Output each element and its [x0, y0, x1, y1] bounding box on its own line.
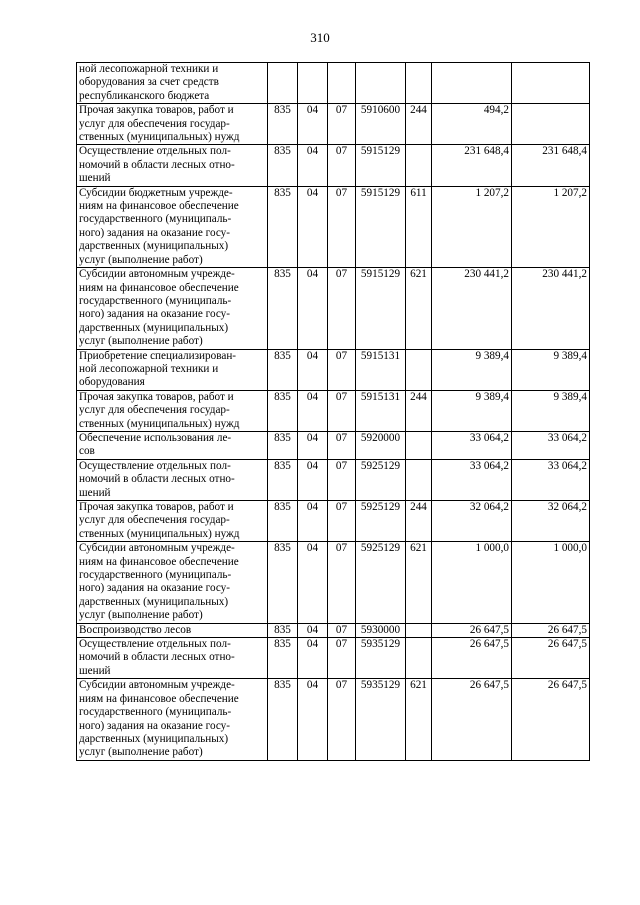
- amount-cell: [432, 63, 512, 104]
- item-name-line: Субсидии бюджетным учрежде-: [79, 186, 233, 199]
- item-name-line: государственного (муниципаль-: [79, 569, 232, 582]
- amount-cell: 32 064,2: [512, 501, 590, 542]
- ministry-code-cell: 835: [268, 623, 298, 637]
- item-name-line: Приобретение специализирован-: [79, 349, 237, 362]
- table-row: [77, 431, 590, 459]
- target-code-cell: 5925129: [356, 501, 406, 542]
- item-name-line: Прочая закупка товаров, работ и: [79, 390, 234, 403]
- item-name-cell: [77, 638, 268, 679]
- item-name-cell: [77, 268, 268, 349]
- ministry-code-cell: 835: [268, 186, 298, 267]
- amount-cell: 26 647,5: [432, 638, 512, 679]
- amount-cell: [512, 104, 590, 145]
- item-name-line: услуг (выполнение работ): [79, 746, 203, 759]
- section-code-cell: 04: [298, 145, 328, 186]
- subsection-code-cell: 07: [328, 679, 356, 760]
- subsection-code-cell: 07: [328, 390, 356, 431]
- item-name-cell: [77, 679, 268, 760]
- section-code-cell: [298, 63, 328, 104]
- item-name-line: ственных (муниципальных) нужд: [79, 131, 240, 144]
- section-code-cell: 04: [298, 459, 328, 500]
- expense-type-cell: 244: [406, 501, 432, 542]
- item-name-line: оборудования: [79, 376, 145, 389]
- amount-cell: 230 441,2: [432, 268, 512, 349]
- table-row: [77, 186, 590, 267]
- item-name-line: номочий в области лесных отно-: [79, 651, 235, 664]
- subsection-code-cell: 07: [328, 268, 356, 349]
- amount-cell: 26 647,5: [512, 623, 590, 637]
- item-name-cell: [77, 501, 268, 542]
- item-name-line: оборудования за счет средств: [79, 76, 219, 89]
- subsection-code-cell: 07: [328, 186, 356, 267]
- expense-type-cell: [406, 623, 432, 637]
- item-name-line: ного) задания на оказание госу-: [79, 308, 230, 321]
- target-code-cell: 5935129: [356, 638, 406, 679]
- item-name-line: Воспроизводство лесов: [79, 623, 192, 636]
- amount-cell: 33 064,2: [432, 459, 512, 500]
- amount-cell: 1 207,2: [512, 186, 590, 267]
- expense-type-cell: 621: [406, 268, 432, 349]
- ministry-code-cell: 835: [268, 390, 298, 431]
- subsection-code-cell: 07: [328, 638, 356, 679]
- expense-type-cell: 244: [406, 104, 432, 145]
- ministry-code-cell: 835: [268, 349, 298, 390]
- item-name-line: ниям на финансовое обеспечение: [79, 555, 239, 568]
- item-name-line: Прочая закупка товаров, работ и: [79, 501, 234, 513]
- item-name-line: услуг (выполнение работ): [79, 335, 203, 348]
- amount-cell: 32 064,2: [432, 501, 512, 542]
- budget-table: [76, 62, 590, 761]
- table-row: [77, 623, 590, 637]
- target-code-cell: 5915129: [356, 268, 406, 349]
- item-name-line: ственных (муниципальных) нужд: [79, 527, 240, 540]
- expense-type-cell: [406, 431, 432, 459]
- item-name-line: Осуществление отдельных пол-: [79, 145, 231, 158]
- item-name-line: дарственных (муниципальных): [79, 321, 229, 334]
- expense-type-cell: 244: [406, 390, 432, 431]
- expense-type-cell: 611: [406, 186, 432, 267]
- amount-cell: 9 389,4: [432, 349, 512, 390]
- item-name-line: Осуществление отдельных пол-: [79, 638, 231, 651]
- target-code-cell: 5915131: [356, 390, 406, 431]
- table-row: [77, 679, 590, 760]
- ministry-code-cell: 835: [268, 459, 298, 500]
- item-name-line: шений: [79, 664, 111, 677]
- amount-cell: 9 389,4: [512, 390, 590, 431]
- subsection-code-cell: 07: [328, 431, 356, 459]
- item-name-line: Субсидии автономным учрежде-: [79, 268, 235, 281]
- item-name-line: ной лесопожарной техники и: [79, 63, 219, 75]
- item-name-line: услуг (выполнение работ): [79, 253, 203, 266]
- item-name-line: дарственных (муниципальных): [79, 595, 229, 608]
- page-number: 310: [310, 30, 330, 45]
- subsection-code-cell: 07: [328, 459, 356, 500]
- ministry-code-cell: 835: [268, 431, 298, 459]
- target-code-cell: 5930000: [356, 623, 406, 637]
- section-code-cell: 04: [298, 431, 328, 459]
- amount-cell: 9 389,4: [432, 390, 512, 431]
- item-name-line: сов: [79, 445, 95, 458]
- amount-cell: 33 064,2: [432, 431, 512, 459]
- subsection-code-cell: 07: [328, 501, 356, 542]
- amount-cell: 26 647,5: [512, 638, 590, 679]
- amount-cell: 33 064,2: [512, 459, 590, 500]
- target-code-cell: 5925129: [356, 459, 406, 500]
- item-name-line: ного) задания на оказание госу-: [79, 226, 230, 239]
- subsection-code-cell: [328, 63, 356, 104]
- expense-type-cell: 621: [406, 542, 432, 623]
- expense-type-cell: [406, 63, 432, 104]
- item-name-line: государственного (муниципаль-: [79, 706, 232, 719]
- section-code-cell: 04: [298, 623, 328, 637]
- amount-cell: 26 647,5: [432, 679, 512, 760]
- amount-cell: 1 000,0: [512, 542, 590, 623]
- amount-cell: 494,2: [432, 104, 512, 145]
- item-name-cell: [77, 390, 268, 431]
- target-code-cell: 5915129: [356, 186, 406, 267]
- table-row: [77, 638, 590, 679]
- target-code-cell: 5915129: [356, 145, 406, 186]
- target-code-cell: 5915131: [356, 349, 406, 390]
- item-name-line: ниям на финансовое обеспечение: [79, 200, 239, 213]
- table-row: [77, 349, 590, 390]
- subsection-code-cell: 07: [328, 542, 356, 623]
- item-name-cell: [77, 186, 268, 267]
- section-code-cell: 04: [298, 390, 328, 431]
- item-name-cell: [77, 63, 268, 104]
- amount-cell: 9 389,4: [512, 349, 590, 390]
- amount-cell: 231 648,4: [512, 145, 590, 186]
- ministry-code-cell: [268, 63, 298, 104]
- item-name-cell: [77, 459, 268, 500]
- amount-cell: 230 441,2: [512, 268, 590, 349]
- section-code-cell: 04: [298, 104, 328, 145]
- budget-table-body: [77, 63, 590, 761]
- expense-type-cell: [406, 145, 432, 186]
- amount-cell: 1 000,0: [432, 542, 512, 623]
- section-code-cell: 04: [298, 638, 328, 679]
- amount-cell: 231 648,4: [432, 145, 512, 186]
- subsection-code-cell: 07: [328, 145, 356, 186]
- target-code-cell: 5935129: [356, 679, 406, 760]
- item-name-line: республиканского бюджета: [79, 89, 210, 102]
- item-name-line: ниям на финансовое обеспечение: [79, 692, 239, 705]
- table-row: [77, 501, 590, 542]
- item-name-cell: [77, 349, 268, 390]
- table-row: [77, 390, 590, 431]
- ministry-code-cell: 835: [268, 679, 298, 760]
- table-row: [77, 542, 590, 623]
- item-name-cell: [77, 104, 268, 145]
- item-name-cell: [77, 623, 268, 637]
- expense-type-cell: [406, 349, 432, 390]
- amount-cell: [512, 63, 590, 104]
- item-name-line: государственного (муниципаль-: [79, 213, 232, 226]
- table-row: [77, 104, 590, 145]
- item-name-line: ного) задания на оказание госу-: [79, 582, 230, 595]
- table-row: [77, 145, 590, 186]
- table-row: [77, 459, 590, 500]
- expense-type-cell: [406, 638, 432, 679]
- item-name-line: услуг для обеспечения государ-: [79, 404, 230, 417]
- item-name-cell: [77, 431, 268, 459]
- item-name-line: услуг для обеспечения государ-: [79, 117, 230, 130]
- item-name-line: услуг для обеспечения государ-: [79, 514, 230, 527]
- item-name-line: ного) задания на оказание госу-: [79, 719, 230, 732]
- section-code-cell: 04: [298, 542, 328, 623]
- item-name-line: ниям на финансовое обеспечение: [79, 281, 239, 294]
- subsection-code-cell: 07: [328, 104, 356, 145]
- section-code-cell: 04: [298, 679, 328, 760]
- item-name-line: дарственных (муниципальных): [79, 240, 229, 253]
- item-name-line: Прочая закупка товаров, работ и: [79, 104, 234, 117]
- subsection-code-cell: 07: [328, 349, 356, 390]
- expense-type-cell: [406, 459, 432, 500]
- item-name-line: шений: [79, 486, 111, 499]
- item-name-line: ственных (муниципальных) нужд: [79, 417, 240, 430]
- section-code-cell: 04: [298, 501, 328, 542]
- item-name-line: номочий в области лесных отно-: [79, 473, 235, 486]
- item-name-line: Субсидии автономным учрежде-: [79, 542, 235, 555]
- ministry-code-cell: 835: [268, 145, 298, 186]
- expense-type-cell: 621: [406, 679, 432, 760]
- subsection-code-cell: 07: [328, 623, 356, 637]
- item-name-line: Обеспечение использования ле-: [79, 431, 232, 444]
- table-row: [77, 63, 590, 104]
- item-name-line: дарственных (муниципальных): [79, 732, 229, 745]
- section-code-cell: 04: [298, 349, 328, 390]
- target-code-cell: 5910600: [356, 104, 406, 145]
- amount-cell: 26 647,5: [432, 623, 512, 637]
- item-name-cell: [77, 542, 268, 623]
- item-name-line: ной лесопожарной техники и: [79, 362, 219, 375]
- amount-cell: 33 064,2: [512, 431, 590, 459]
- section-code-cell: 04: [298, 186, 328, 267]
- item-name-line: Субсидии автономным учрежде-: [79, 679, 235, 692]
- item-name-line: Осуществление отдельных пол-: [79, 459, 231, 472]
- item-name-cell: [77, 145, 268, 186]
- ministry-code-cell: 835: [268, 542, 298, 623]
- ministry-code-cell: 835: [268, 638, 298, 679]
- ministry-code-cell: 835: [268, 501, 298, 542]
- amount-cell: 26 647,5: [512, 679, 590, 760]
- ministry-code-cell: 835: [268, 268, 298, 349]
- item-name-line: шений: [79, 172, 111, 185]
- item-name-line: государственного (муниципаль-: [79, 294, 232, 307]
- item-name-line: номочий в области лесных отно-: [79, 158, 235, 171]
- ministry-code-cell: 835: [268, 104, 298, 145]
- target-code-cell: 5920000: [356, 431, 406, 459]
- item-name-line: услуг (выполнение работ): [79, 609, 203, 622]
- table-row: [77, 268, 590, 349]
- section-code-cell: 04: [298, 268, 328, 349]
- amount-cell: 1 207,2: [432, 186, 512, 267]
- target-code-cell: 5925129: [356, 542, 406, 623]
- target-code-cell: [356, 63, 406, 104]
